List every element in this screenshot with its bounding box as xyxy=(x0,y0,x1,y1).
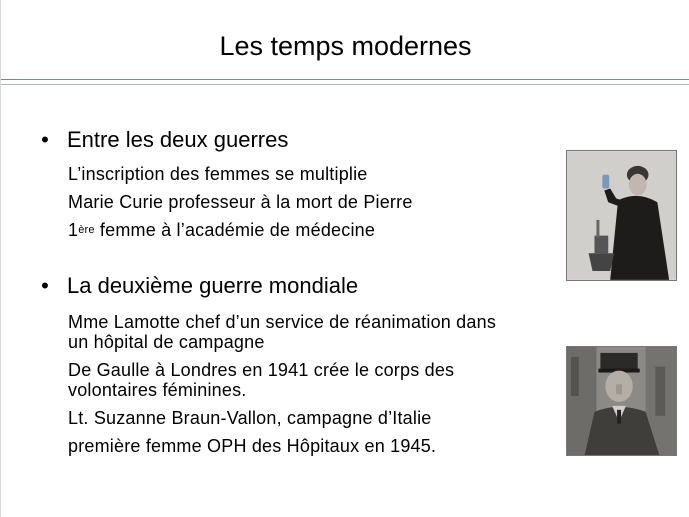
sub-line: un hôpital de campagne xyxy=(68,332,265,352)
sub-line: Marie Curie professeur à la mort de Pierre xyxy=(68,192,413,212)
bullet-deuxieme-guerre xyxy=(41,272,358,300)
title-divider xyxy=(1,79,689,80)
title-divider-secondary xyxy=(1,84,689,85)
bullet-heading: Entre les deux guerres xyxy=(67,127,289,152)
slide-title: Les temps modernes xyxy=(219,31,472,61)
sub-line: première femme OPH des Hôpitaux en 1945. xyxy=(68,436,437,456)
sub-line: volontaires féminines. xyxy=(68,380,247,400)
sub-line: De Gaulle à Londres en 1941 crée le corps des xyxy=(68,360,455,380)
sub-line-with-superscript xyxy=(68,219,375,241)
sub-line: L’inscription des femmes se multiplie xyxy=(68,164,368,184)
bullet-entre-les-deux-guerres xyxy=(41,126,288,154)
bullet-dot: • xyxy=(41,273,49,298)
bullet-dot: • xyxy=(41,127,49,152)
sub-line: Mme Lamotte chef d’un service de réanimation dans xyxy=(68,312,497,332)
sub-line-text: femme à l’académie de médecine xyxy=(94,220,376,240)
marie-curie-image xyxy=(567,151,676,280)
bullet-heading: La deuxième guerre mondiale xyxy=(67,273,359,298)
de-gaulle-image xyxy=(567,347,676,455)
de-gaulle-photo xyxy=(566,346,677,456)
ordinal-suffix: ère xyxy=(78,224,95,236)
sub-line: Lt. Suzanne Braun-Vallon, campagne d’Italie xyxy=(68,408,432,428)
marie-curie-photo xyxy=(566,150,677,281)
ordinal-number: 1 xyxy=(68,220,79,240)
